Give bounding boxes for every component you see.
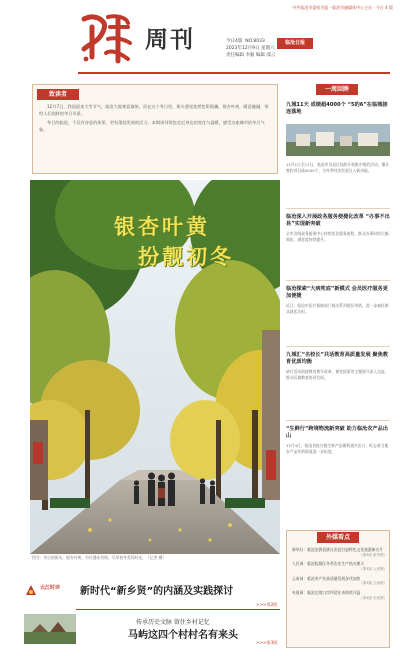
- bottom-divider: [76, 609, 280, 610]
- news-title: 临沧探索“大病兜底”新模式 会员医疗服务更加便捷: [286, 286, 388, 300]
- news-title: “生鲜行”跨境物流新突破 助力临沧农产品出山: [286, 426, 388, 440]
- outside-media-box: [286, 530, 390, 648]
- list-item[interactable]: [292, 576, 387, 587]
- week-review-tag: 一周回眸: [316, 84, 358, 95]
- list-item-text: 央视网：临沧边境口岸经贸往来持续升温: [292, 589, 361, 595]
- issue-pages: 今日4版: [226, 39, 243, 44]
- list-item[interactable]: [292, 590, 387, 601]
- list-item-source: （第2版 新华网）: [359, 552, 387, 557]
- headline-2-subtitle: 传承历史文脉 留住乡村记忆: [136, 619, 210, 626]
- commentary-tag: 致读者: [37, 89, 79, 100]
- photo-overlay-title-line2: 扮靓初冬: [138, 244, 234, 269]
- headline-link-1[interactable]: 新时代“新乡贤”的内涵及实践探讨: [80, 586, 234, 597]
- headline-2-page[interactable]: >>>第3版: [256, 640, 278, 645]
- column-divider: [286, 420, 390, 421]
- news-item[interactable]: [286, 286, 390, 315]
- column-divider: [286, 346, 390, 347]
- calligraphy-seal-logo: [78, 9, 134, 65]
- news-summary: 全市各级政务服务中心持续优化服务流程，群众办事时间大幅缩短，满意度持续提升。: [286, 230, 389, 242]
- outside-media-header: [287, 530, 391, 542]
- news-item[interactable]: [286, 426, 390, 455]
- outside-media-list: [292, 547, 387, 604]
- list-item-text: 新华社：临沧沧源佤族自治县打造特色文化旅游新名片: [292, 547, 384, 552]
- headline-link-2[interactable]: 马屿这四个村村名有来头: [128, 630, 238, 641]
- main-photo: [30, 180, 280, 554]
- issue-editors: 责任编辑 李毅 编辑 邵云: [226, 53, 276, 59]
- commentary-box: [32, 84, 278, 174]
- issue-date: 2023年12月9日 星期六: [226, 46, 275, 52]
- masthead: [0, 0, 400, 75]
- news-summary: 研讨活动围绕教育教学改革、课堂提质等主题展开深入交流，推动区域教育协同发展。: [286, 368, 389, 380]
- newspaper-name-badge: 临沧日报: [277, 38, 313, 49]
- list-item-source: （第4版 央视网）: [359, 595, 387, 600]
- village-thumbnail: [24, 614, 76, 644]
- news-title: 九城11天 成绩超4000个 “5的6”在临城接连落地: [286, 102, 388, 116]
- outside-media-tag: 外媒看点: [317, 532, 359, 543]
- photo-overlay-title-line1: 银杏叶黄: [114, 214, 210, 239]
- news-item[interactable]: [286, 102, 390, 117]
- news-item[interactable]: [286, 214, 390, 243]
- news-summary: 12月4日，临沧首批冷链生鲜产品顺利通关出口，标志着当地农产品外销渠道进一步拓宽。: [286, 442, 389, 454]
- news-title: 临沧深入开展政务服务便捷化改革 “办事不出县”实现新突破: [286, 214, 390, 228]
- masthead-title: 周刊: [145, 26, 195, 53]
- list-item-text: 云南网：临沧茶产业高质量发展步伐加快: [292, 575, 361, 581]
- column-divider: [286, 208, 390, 209]
- issue-number: NO.8033: [245, 39, 265, 44]
- news-summary: 近日，临沧市医疗保障部门推出系列便民举措，进一步减轻群众就医负担。: [286, 302, 389, 314]
- list-item[interactable]: [292, 561, 387, 572]
- week-review-column: [286, 84, 390, 524]
- top-banner: 中共临沧市委机关报 · 临沧市融媒体中心主办 · 今日 4 版: [292, 5, 393, 10]
- news-item[interactable]: [286, 160, 390, 175]
- news-summary: 12月1日至11日，临沧市各县区陆续开展集中签约活动，累计签约项目逾4000个，为冬季经济发展注入新动能。: [286, 162, 390, 174]
- commentary-paragraph: 12月7日，我国迎来大雪节气，临沧大地寒意渐浓。而在这个冬日里，街头巷尾依然色彩斑斓，银杏叶黄，暖意融融，带给人们别样的冬日风景。: [39, 104, 269, 117]
- bottom-headlines: [24, 576, 280, 652]
- list-item[interactable]: [292, 547, 387, 558]
- news-thumbnail: [286, 124, 390, 156]
- headline-1-page[interactable]: >>>第2版: [256, 602, 278, 607]
- news-item[interactable]: [286, 352, 390, 381]
- issue-meta: [226, 38, 275, 60]
- commentary-paragraph: 冬日的临沧，不仅有诗意的街景，更有蓬勃发展的活力。本期周刊带您走近身边的变化与温暖，感受这座城市的冬日气象。: [39, 120, 265, 133]
- photo-caption: 图为：冬日的街头，银杏叶黄，市民漫步其间，尽享初冬美好时光。（记者 摄）: [32, 555, 167, 560]
- commentary-column-logo: [24, 581, 64, 599]
- commentary-text: [39, 103, 271, 136]
- list-item-source: （第3版 云南网）: [359, 581, 387, 586]
- masthead-divider: [78, 72, 390, 74]
- news-title: 九城汇“名校长”共话教育高质量发展 聚焦教育优质均衡: [286, 352, 388, 366]
- column-divider: [286, 280, 390, 281]
- list-item-source: （第3版 人民网）: [359, 567, 387, 572]
- column-logo-text: 云江时评: [40, 585, 61, 591]
- column-logo-icon: [24, 583, 38, 597]
- list-item-text: 人民网：临沧临翔区冬季农业生产热火朝天: [292, 561, 365, 567]
